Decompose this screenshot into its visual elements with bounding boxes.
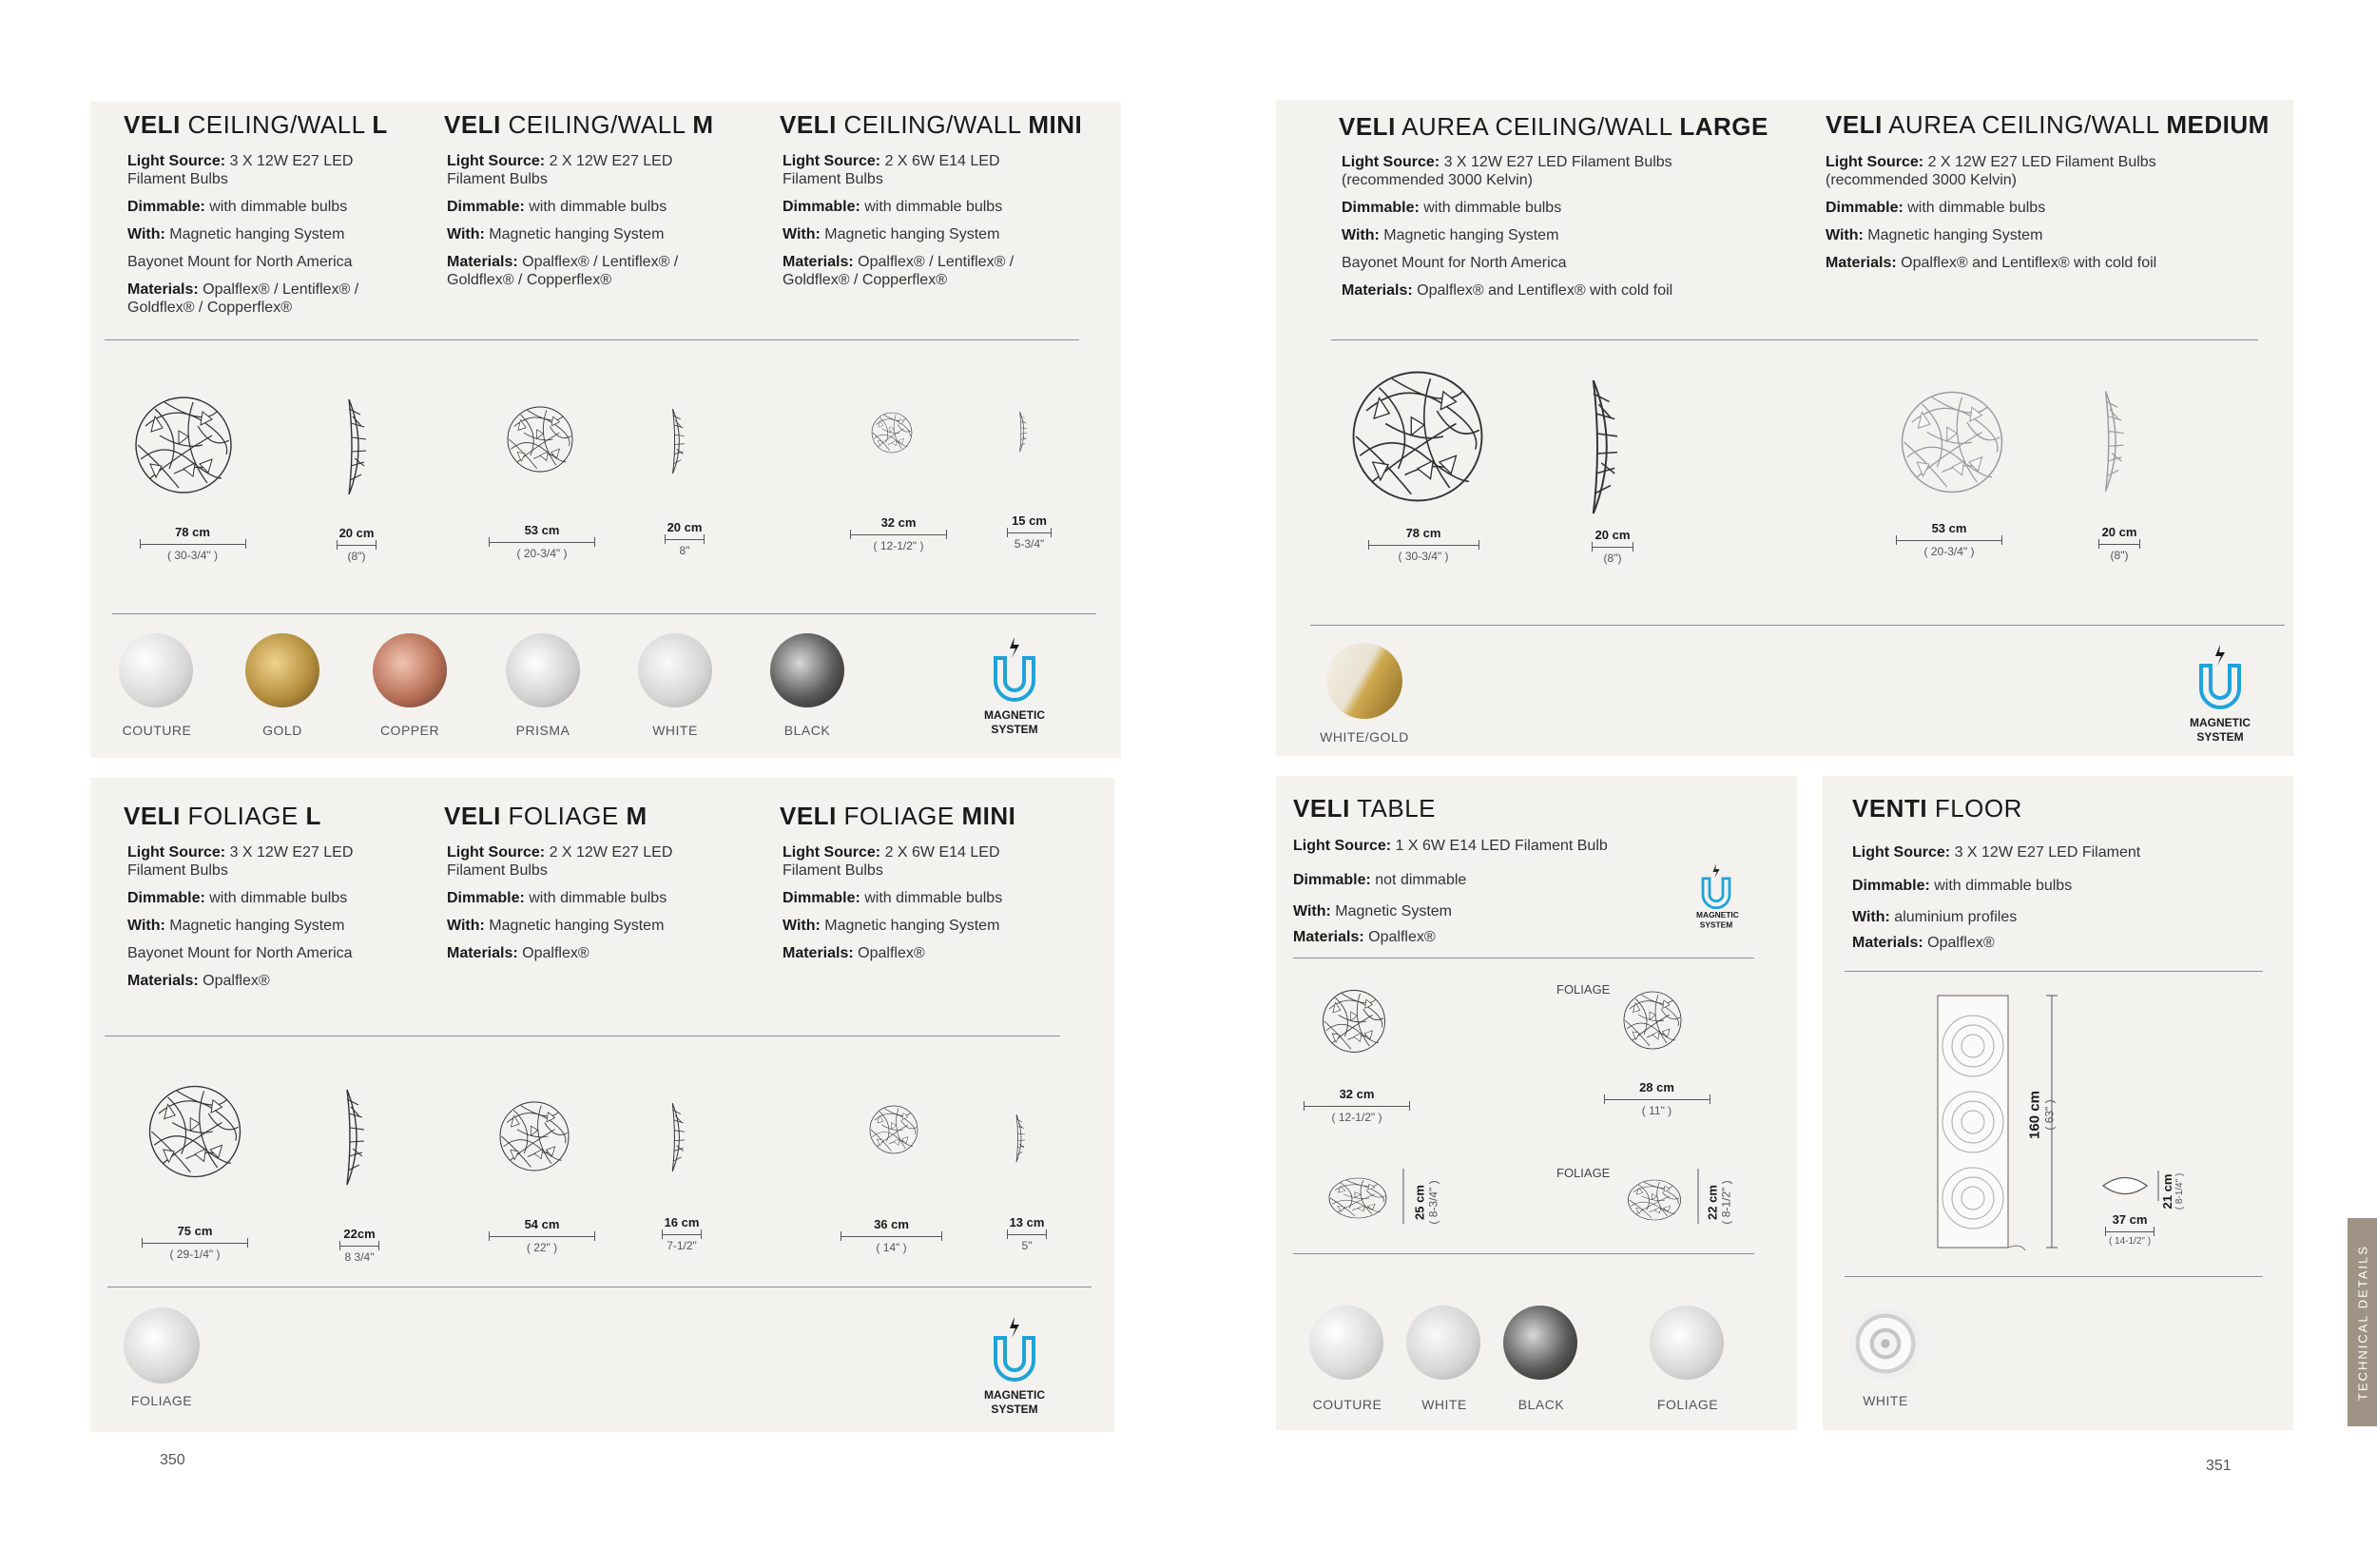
swatch-label: WHITE bbox=[652, 723, 698, 738]
title-veli-table: VELI TABLE bbox=[1293, 794, 1436, 823]
dim-floor-width: 37 cm ( 14-1/2" ) bbox=[2097, 1212, 2163, 1247]
swatch-label: COUTURE bbox=[1312, 1397, 1382, 1412]
dim-fmini-width: 36 cm ( 14" ) bbox=[837, 1217, 946, 1254]
swatch-table-black[interactable] bbox=[1503, 1306, 1577, 1380]
lamp-drawings-foliage bbox=[0, 0, 1122, 1255]
swatch-table-couture[interactable] bbox=[1309, 1306, 1383, 1380]
dim-fl-width: 75 cm ( 29-1/4" ) bbox=[138, 1224, 252, 1261]
divider bbox=[1845, 971, 2263, 972]
magnetic-system-badge: MAGNETIC SYSTEM bbox=[2163, 635, 2277, 745]
page-number-left: 350 bbox=[160, 1452, 185, 1468]
specs-foliage-m: Light Source: 2 X 12W E27 LED Filament Bulbs Dimmable: with dimmable bulbs With: Magnetic hanging System Materials: Opalflex® bbox=[447, 844, 673, 961]
title-aurea-medium: VELI AUREA CEILING/WALL MEDIUM bbox=[1826, 110, 2270, 139]
magnet-icon bbox=[957, 1307, 1072, 1384]
dim-cwm-width: 53 cm ( 20-3/4" ) bbox=[485, 523, 599, 560]
dim-aurea-l-depth: 20 cm (8") bbox=[1588, 528, 1637, 565]
dim-table-width: 32 cm ( 12-1/2" ) bbox=[1300, 1087, 1414, 1124]
side-tab-technical-details[interactable]: TECHNICAL DETAILS bbox=[2348, 1218, 2377, 1426]
lamp-drawings-aurea bbox=[1236, 0, 2187, 571]
dim-floor-depth: 21 cm ( 8-1/4" ) bbox=[2160, 1172, 2185, 1210]
swatch-floor-white[interactable] bbox=[1849, 1307, 1922, 1380]
swatch-foliage[interactable] bbox=[124, 1307, 200, 1384]
foliage-label: FOLIAGE bbox=[1556, 1166, 1611, 1180]
dim-table-foliage-height: 22 cm ( 8-1/2" ) bbox=[1705, 1180, 1733, 1225]
swatch-label: BLACK bbox=[783, 723, 831, 738]
magnetic-system-badge: MAGNETIC SYSTEM bbox=[957, 1307, 1072, 1417]
swatch-label: WHITE bbox=[1421, 1397, 1467, 1412]
swatch-label: FOLIAGE bbox=[130, 1393, 193, 1408]
divider bbox=[1293, 1253, 1754, 1254]
magnet-icon bbox=[1696, 861, 1736, 907]
magnetic-system-badge: MAGNETIC SYSTEM bbox=[957, 628, 1072, 737]
title-ceiling-wall-l: VELI CEILING/WALL L bbox=[124, 110, 388, 139]
specs-venti-floor: Light Source: 3 X 12W E27 LED Filament Dimmable: with dimmable bulbs With: aluminium profiles Materials: Opalflex® bbox=[1852, 844, 2141, 951]
title-ceiling-wall-mini: VELI CEILING/WALL MINI bbox=[780, 110, 1083, 139]
title-aurea-large: VELI AUREA CEILING/WALL LARGE bbox=[1339, 112, 1768, 141]
floor-lamp-drawing bbox=[1930, 994, 2244, 1269]
specs-aurea-medium: Light Source: 2 X 12W E27 LED Filament Bulbs (recommended 3000 Kelvin) Dimmable: with dimmable bulbs With: Magnetic hanging System Materials: Opalflex® and Lentiflex® with cold foil bbox=[1826, 154, 2157, 271]
divider bbox=[1845, 1276, 2263, 1277]
dim-table-height: 25 cm ( 8-3/4" ) bbox=[1412, 1180, 1440, 1225]
dim-cwl-depth: 20 cm (8") bbox=[333, 526, 380, 563]
swatch-label: GOLD bbox=[262, 723, 302, 738]
dim-aurea-m-width: 53 cm ( 20-3/4" ) bbox=[1892, 521, 2006, 558]
dim-cwm-depth: 20 cm 8" bbox=[661, 520, 708, 557]
swatch-label: WHITE/GOLD bbox=[1320, 729, 1409, 745]
swatch-table-foliage[interactable] bbox=[1650, 1306, 1724, 1380]
specs-veli-table: Light Source: 1 X 6W E14 LED Filament Bulb Dimmable: not dimmable With: Magnetic System Materials: Opalflex® bbox=[1293, 838, 1608, 945]
dim-cwmini-depth: 15 cm 5-3/4" bbox=[1003, 513, 1055, 551]
dim-cwl-width: 78 cm ( 30-3/4" ) bbox=[138, 525, 247, 562]
magnetic-system-badge: MAGNETIC SYSTEM bbox=[1696, 861, 1736, 931]
specs-ceiling-wall-mini: Light Source: 2 X 6W E14 LED Filament Bulbs Dimmable: with dimmable bulbs With: Magnetic hanging System Materials: Opalflex® / Lentiflex® / Goldflex® / Copperflex® bbox=[783, 153, 1015, 288]
swatch-white-gold[interactable] bbox=[1326, 643, 1402, 719]
title-ceiling-wall-m: VELI CEILING/WALL M bbox=[444, 110, 714, 139]
specs-aurea-large: Light Source: 3 X 12W E27 LED Filament Bulbs (recommended 3000 Kelvin) Dimmable: with dimmable bulbs With: Magnetic hanging System Bayonet Mount for North America Materials: Opalflex® and Lentiflex® with cold foil bbox=[1342, 154, 1673, 299]
swatch-label: BLACK bbox=[1517, 1397, 1565, 1412]
title-foliage-l: VELI FOLIAGE L bbox=[124, 802, 321, 830]
title-foliage-mini: VELI FOLIAGE MINI bbox=[780, 802, 1016, 830]
specs-foliage-l: Light Source: 3 X 12W E27 LED Filament Bulbs Dimmable: with dimmable bulbs With: Magnetic hanging System Bayonet Mount for North America Materials: Opalflex® bbox=[127, 844, 354, 989]
dim-floor-height: 160 cm ( 63" ) bbox=[2026, 1091, 2057, 1139]
dim-fm-depth: 16 cm 7-1/2" bbox=[658, 1215, 705, 1252]
dim-fm-width: 54 cm ( 22" ) bbox=[485, 1217, 599, 1254]
swatch-table-white[interactable] bbox=[1406, 1306, 1480, 1380]
divider bbox=[1310, 625, 2285, 626]
dim-table-foliage-width: 28 cm ( 11" ) bbox=[1602, 1080, 1711, 1117]
title-foliage-m: VELI FOLIAGE M bbox=[444, 802, 647, 830]
dim-aurea-l-width: 78 cm ( 30-3/4" ) bbox=[1366, 526, 1480, 563]
swatch-label: PRISMA bbox=[515, 723, 570, 738]
dim-cwmini-width: 32 cm ( 12-1/2" ) bbox=[846, 515, 951, 552]
specs-ceiling-wall-m: Light Source: 2 X 12W E27 LED Filament Bulbs Dimmable: with dimmable bulbs With: Magnetic hanging System Materials: Opalflex® / Lentiflex® / Goldflex® / Copperflex® bbox=[447, 153, 679, 288]
dim-aurea-m-depth: 20 cm (8") bbox=[2096, 525, 2143, 562]
magnet-icon bbox=[2163, 635, 2277, 711]
title-venti-floor: VENTI FLOOR bbox=[1852, 794, 2022, 823]
swatch-label: COPPER bbox=[379, 723, 440, 738]
page-number-right: 351 bbox=[2206, 1458, 2232, 1474]
specs-foliage-mini: Light Source: 2 X 6W E14 LED Filament Bulbs Dimmable: with dimmable bulbs With: Magnetic hanging System Materials: Opalflex® bbox=[783, 844, 1003, 961]
foliage-label: FOLIAGE bbox=[1556, 982, 1611, 997]
swatch-label: WHITE bbox=[1863, 1393, 1908, 1408]
specs-ceiling-wall-l: Light Source: 3 X 12W E27 LED Filament Bulbs Dimmable: with dimmable bulbs With: Magnetic hanging System Bayonet Mount for North America Materials: Opalflex® / Lentiflex® / Goldflex® / Copperflex® bbox=[127, 153, 359, 316]
swatch-label: FOLIAGE bbox=[1656, 1397, 1719, 1412]
dim-fl-depth: 22cm 8 3/4" bbox=[336, 1227, 383, 1264]
swatch-label: COUTURE bbox=[122, 723, 192, 738]
dim-fmini-depth: 13 cm 5" bbox=[1003, 1215, 1051, 1252]
